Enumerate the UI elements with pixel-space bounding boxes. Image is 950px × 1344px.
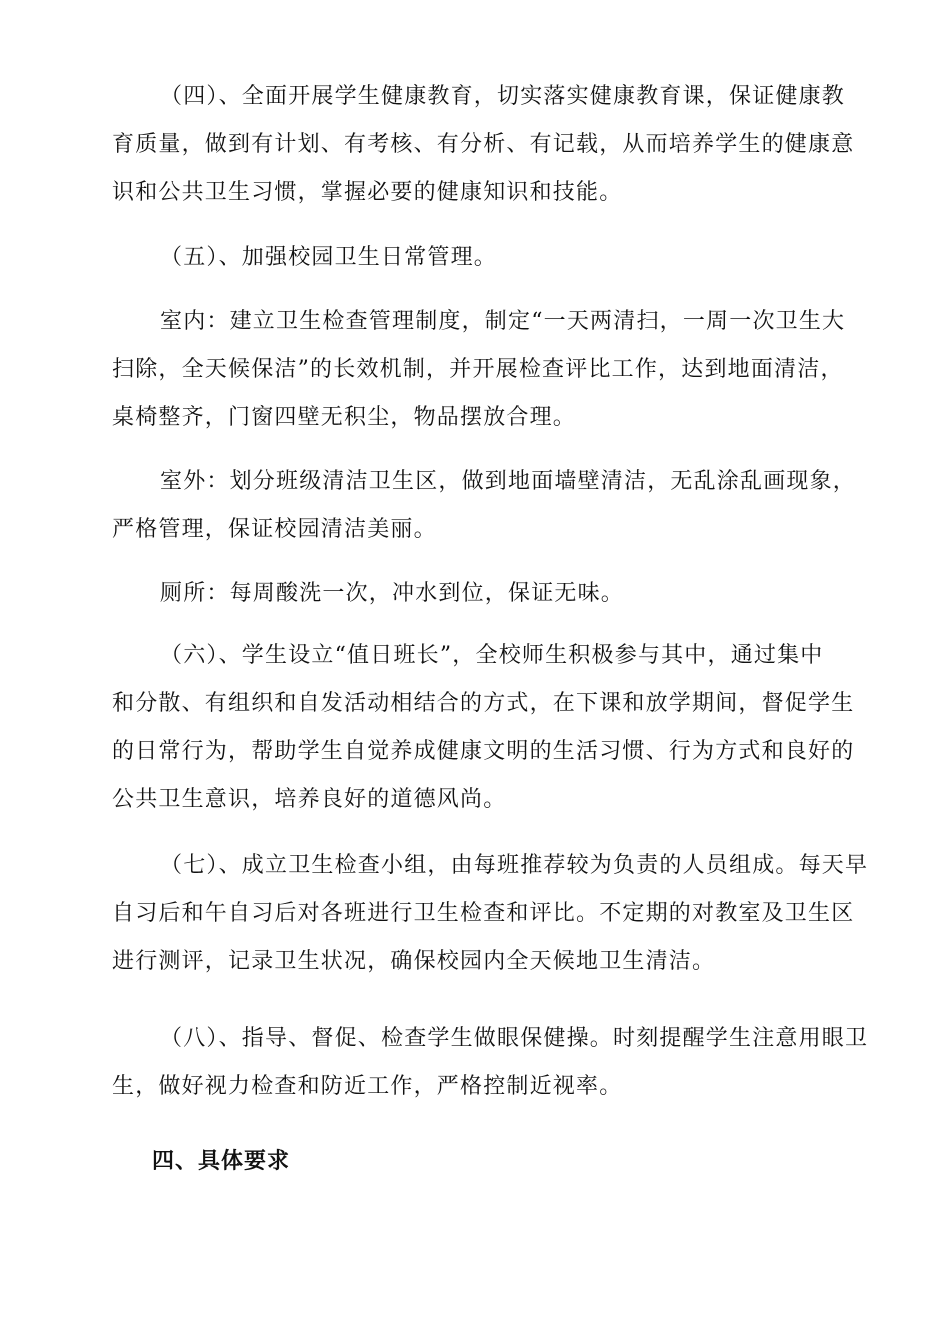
paragraph-item-5 [112,234,850,282]
text-line: 扫除，全天候保洁”的长效机制，并开展检查评比工作，达到地面清洁， [112,357,844,382]
text-line: （五）、加强校园卫生日常管理。 [160,245,498,270]
paragraph-item-6 [112,632,855,824]
text-line: （四）、全面开展学生健康教育，切实落实健康教育课，保证健康教 [160,84,846,109]
text-line: 育质量，做到有计划、有考核、有分析、有记载，从而培养学生的健康意 [112,132,855,157]
text-line: 进行测评，记录卫生状况，确保校园内全天候地卫生清洁。 [112,949,716,974]
text-line: 识和公共卫生习惯，掌握必要的健康知识和技能。 [112,180,623,205]
text-line: 桌椅整齐，门窗四壁无积尘，物品摆放合理。 [112,405,577,430]
section-heading: 四、具体要求 [152,1149,291,1174]
text-line: 公共卫生意识，培养良好的道德风尚。 [112,787,507,812]
paragraph-outdoor [112,458,857,554]
paragraph-item-8 [112,1015,869,1111]
paragraph-item-7 [112,842,869,986]
text-line: 生，做好视力检查和防近工作，严格控制近视率。 [112,1074,623,1099]
text-line: 室内：建立卫生检查管理制度，制定“一天两清扫，一周一次卫生大 [160,309,846,334]
text-line: （六）、学生设立“值日班长”，全校师生积极参与其中，通过集中 [160,643,824,668]
text-line: 的日常行为，帮助学生自觉养成健康文明的生活习惯、行为方式和良好的 [112,739,855,764]
text-line: 室外：划分班级清洁卫生区，做到地面墙壁清洁，无乱涂乱画现象， [160,469,857,494]
paragraph-toilet [112,570,850,618]
text-line: 厕所：每周酸洗一次，冲水到位，保证无味。 [160,581,625,606]
text-line: 和分散、有组织和自发活动相结合的方式，在下课和放学期间，督促学生 [112,691,855,716]
text-line: （七）、成立卫生检查小组，由每班推荐较为负责的人员组成。每天早 [160,853,869,878]
paragraph-item-4 [112,73,855,217]
text-line: 自习后和午自习后对各班进行卫生检查和评比。不定期的对教室及卫生区 [112,901,855,926]
paragraph-indoor [112,298,850,442]
text-line: 严格管理，保证校园清洁美丽。 [112,517,437,542]
text-line: （八）、指导、督促、检查学生做眼保健操。时刻提醒学生注意用眼卫 [160,1026,869,1051]
